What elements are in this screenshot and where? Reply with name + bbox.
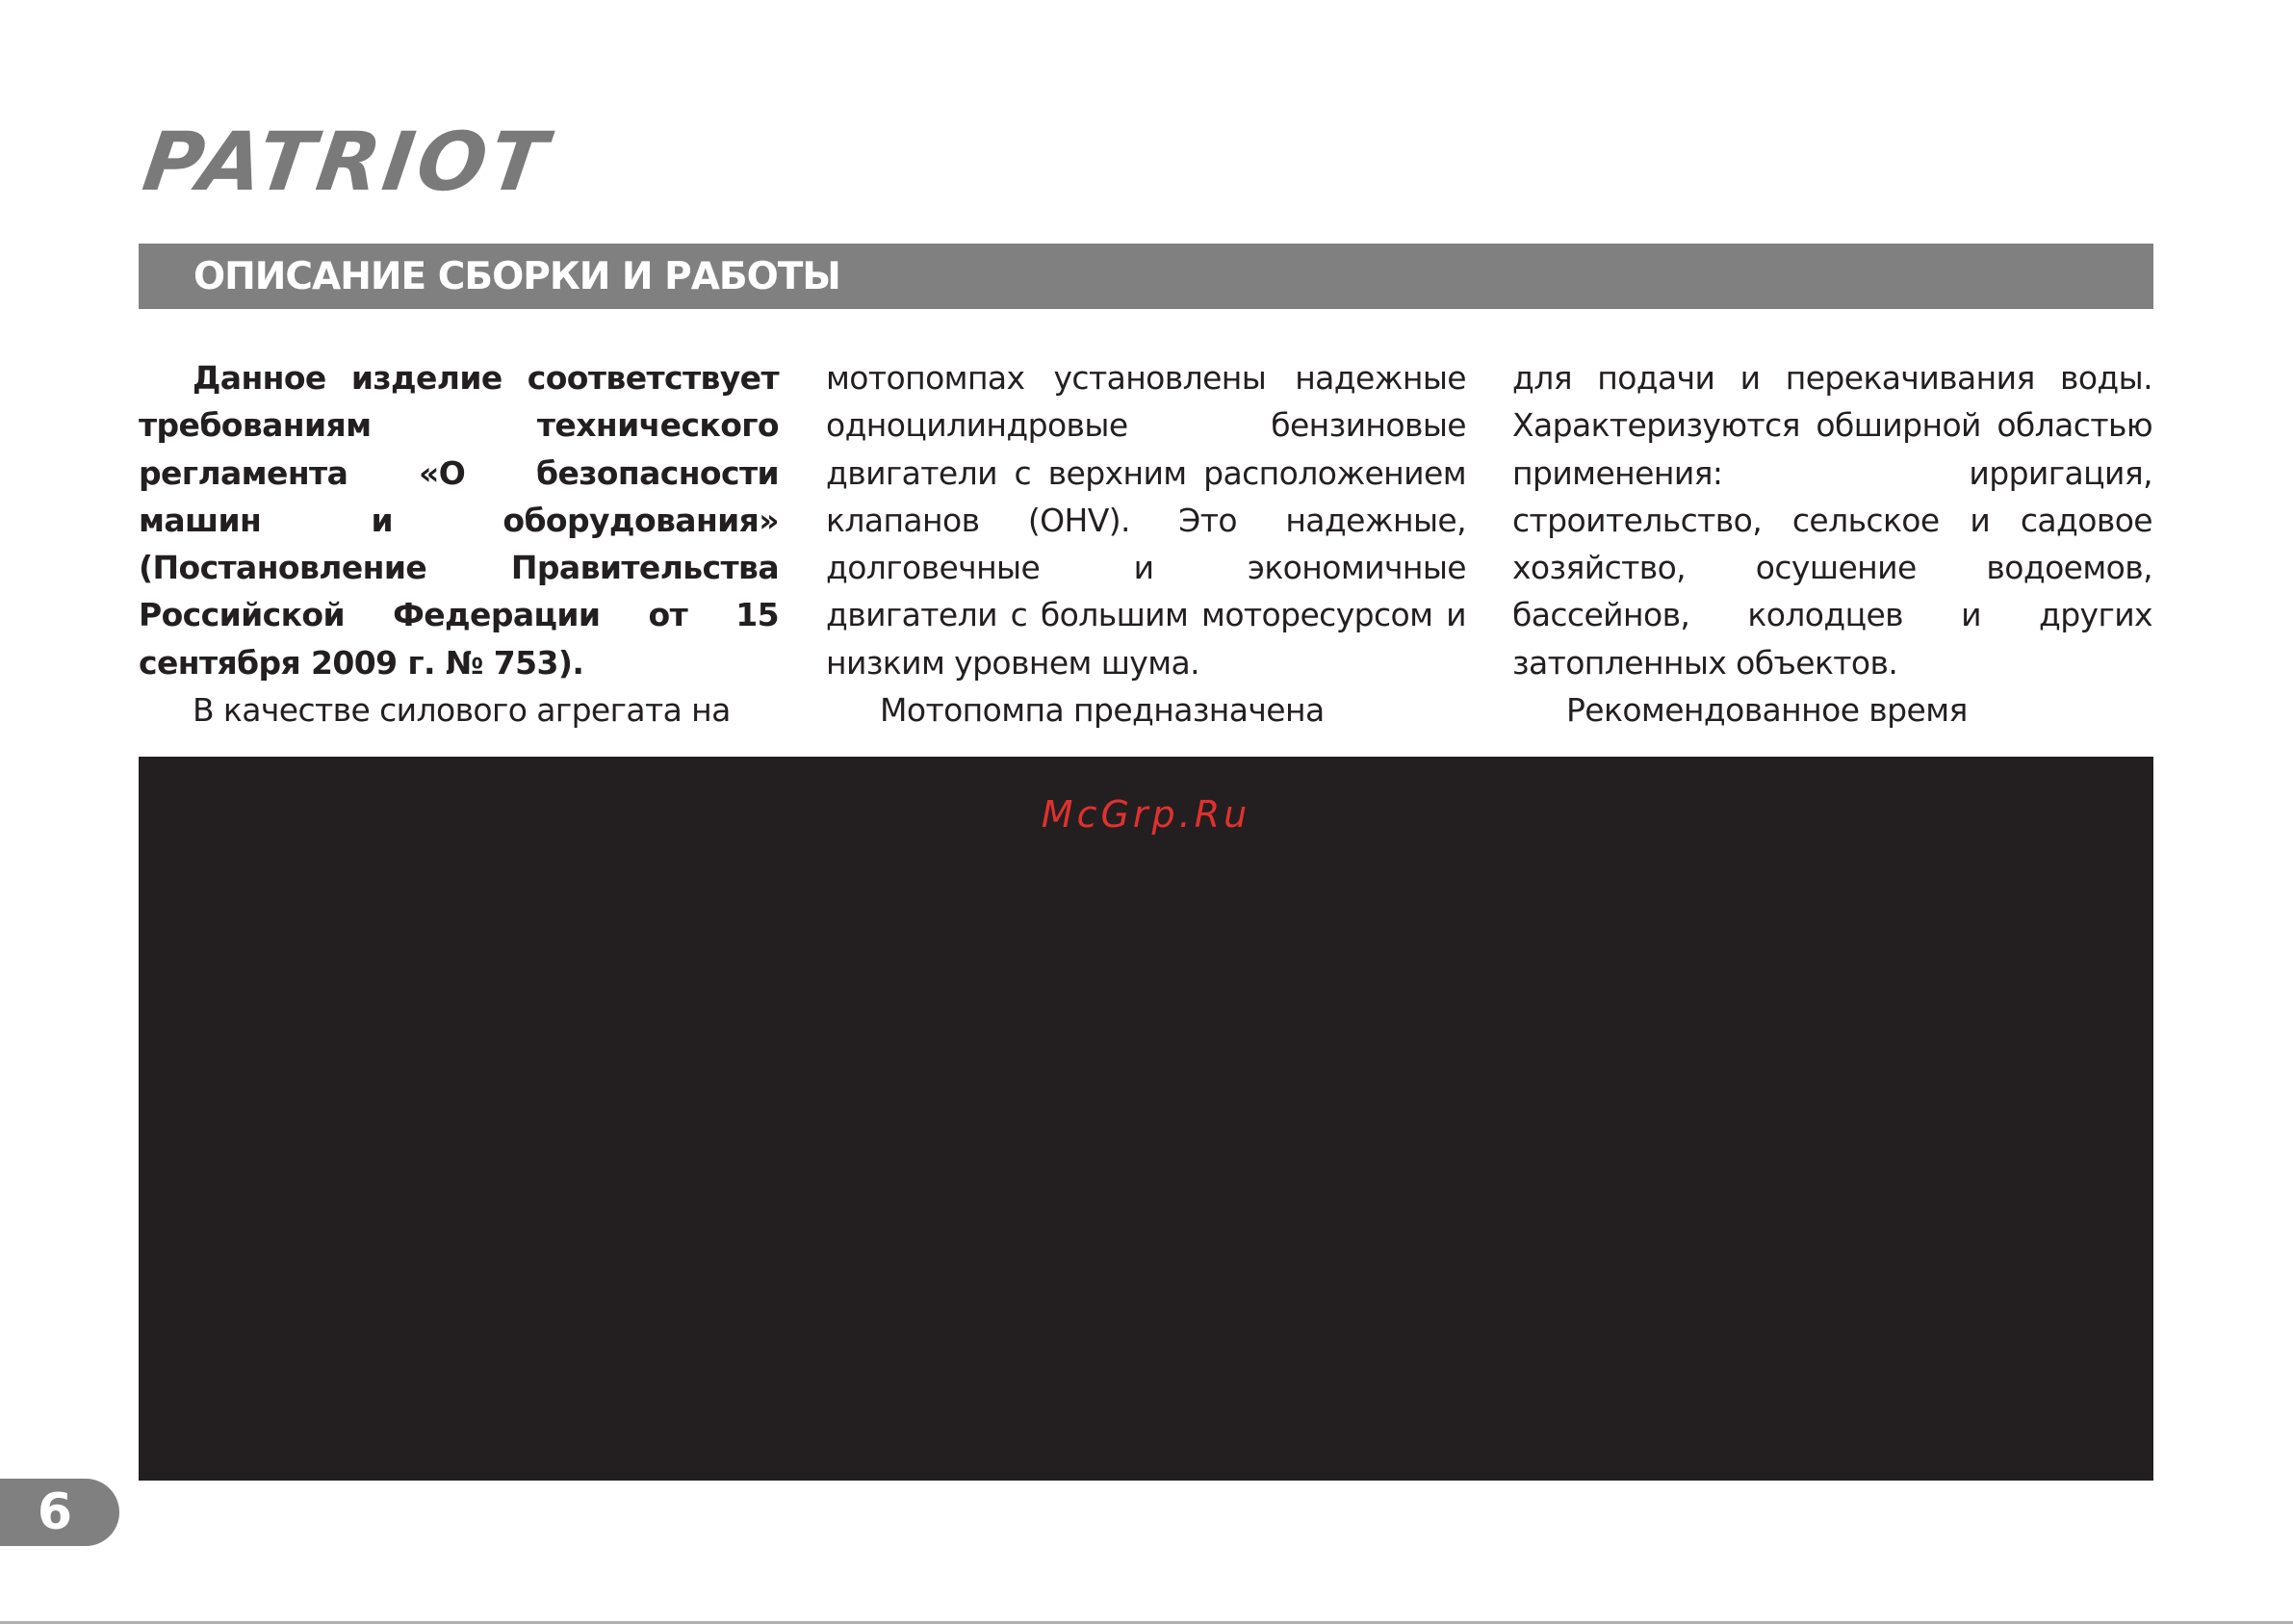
watermark-text: McGrp.Ru bbox=[1041, 793, 1251, 836]
dark-image-area bbox=[139, 757, 2153, 1481]
purpose-intro-paragraph: Мотопомпа предназначена bbox=[880, 691, 1325, 730]
section-header bbox=[139, 244, 2153, 309]
section-title: ОПИСАНИЕ СБОРКИ И РАБОТЫ bbox=[193, 254, 840, 298]
page-number-tab bbox=[0, 1479, 119, 1546]
page-number: 6 bbox=[37, 1483, 73, 1541]
text-column-2 bbox=[826, 354, 1466, 734]
engine-intro-paragraph: В качестве силового агрегата на bbox=[193, 691, 731, 730]
engine-description-paragraph: мотопомпах установлены надежные одноцилиндровые бензиновые двигатели с верхним расположением клапанов (OHV). Это надежные, долговечные и экономичные двигатели с большим моторесурсом и низким уровнем шума. bbox=[826, 359, 1466, 682]
recommended-time-paragraph: Рекомендованное время bbox=[1566, 691, 1968, 730]
patriot-logo: PATRIOT bbox=[138, 115, 556, 209]
text-column-3 bbox=[1512, 354, 2152, 734]
compliance-paragraph: Данное изделие соответствует требованиям технического регламента «О безопасности машин и оборудования» (Постановление Правительства Российской Федерации от 15 сентября 2009 г. № 753). bbox=[139, 359, 779, 682]
application-paragraph: для подачи и перекачивания воды. Характеризуются обширной областью применения: ирригация, строительство, сельское и садовое хозяйство, осушение водоемов, бассейнов, колодцев и других затопленных объектов. bbox=[1512, 359, 2152, 682]
text-column-1 bbox=[139, 354, 779, 734]
